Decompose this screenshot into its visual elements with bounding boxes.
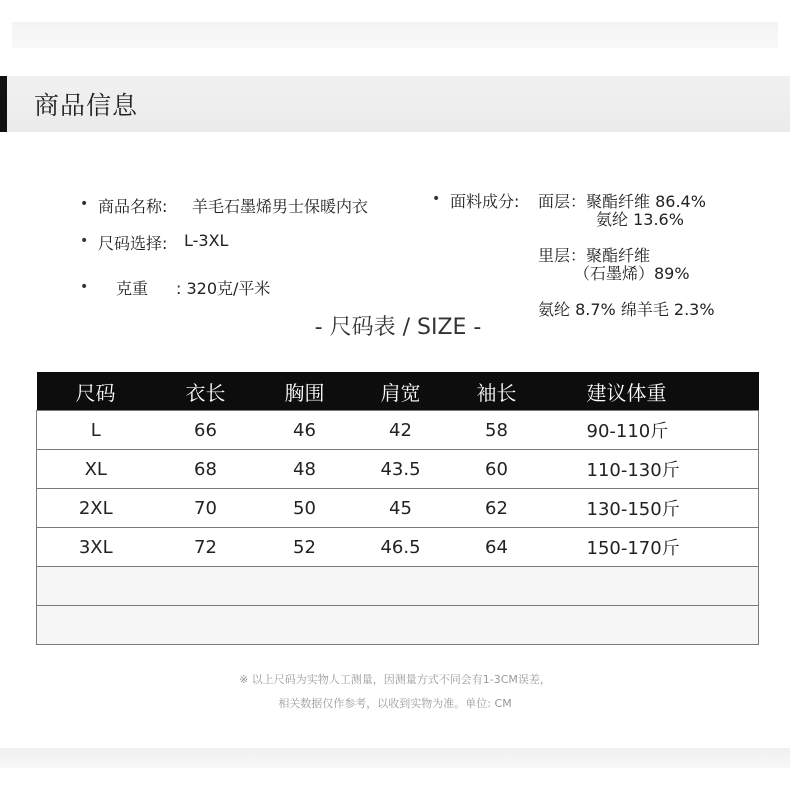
fabric-label: 面料成分: [450,192,520,211]
product-name-value: 羊毛石墨烯男士保暖内衣 [192,197,369,216]
col-header-chest: 胸围 [257,372,353,411]
weight-value: : 320克/平米 [176,279,271,298]
cell-length: 66 [155,411,257,450]
cell-sleeve: 60 [449,450,545,489]
cell-length: 72 [155,528,257,567]
fabric-inner-line3: 氨纶 8.7% 绵羊毛 2.3% [538,300,715,319]
size-select-value: L-3XL [184,231,229,250]
cell-chest: 52 [257,528,353,567]
size-chart-title: - 尺码表 / SIZE - [314,315,482,340]
table-row [37,411,759,450]
col-header-sleeve: 袖长 [449,372,545,411]
cell-size: XL [37,450,155,489]
fabric-inner-line2: （石墨烯）89% [574,264,690,283]
table-row [37,528,759,567]
section-title: 商品信息 [34,91,139,120]
product-name-label: 商品名称: [98,197,168,216]
bullet-dot: • [432,191,441,207]
col-header-shoulder: 肩宽 [353,372,449,411]
col-header-length: 衣长 [155,372,257,411]
cell-weight: 150-170斤 [545,528,759,567]
cell-shoulder: 42 [353,411,449,450]
cell-sleeve: 58 [449,411,545,450]
bullet-dot: • [80,196,89,212]
col-header-weight: 建议体重 [545,372,759,411]
bullet-dot: • [80,233,89,249]
cell-weight: 110-130斤 [545,450,759,489]
cell-size: L [37,411,155,450]
cell-sleeve: 64 [449,528,545,567]
size-chart-table [36,372,759,645]
top-decor-band [12,22,778,48]
cell-length: 70 [155,489,257,528]
cell-weight: 130-150斤 [545,489,759,528]
fabric-outer-line2: 氨纶 13.6% [596,210,684,229]
section-header-accent-bar [0,76,7,132]
fabric-outer-line1: 面层：聚酯纤维 86.4% [538,192,706,211]
bottom-decor-band [0,748,790,768]
measurement-note-line2: 相关数据仅作参考，以收到实物为准。单位: CM [278,697,512,710]
cell-sleeve: 62 [449,489,545,528]
cell-shoulder: 46.5 [353,528,449,567]
size-chart-header-row [37,372,759,411]
cell-length: 68 [155,450,257,489]
cell-chest: 46 [257,411,353,450]
cell-shoulder: 45 [353,489,449,528]
table-row-empty [37,606,759,645]
table-row [37,450,759,489]
cell-chest: 50 [257,489,353,528]
table-row [37,489,759,528]
col-header-size: 尺码 [37,372,155,411]
cell-size: 2XL [37,489,155,528]
measurement-note-line1: ※ 以上尺码为实物人工测量，因测量方式不同会有1-3CM误差， [239,673,551,686]
bullet-dot: • [80,279,89,295]
cell-chest: 48 [257,450,353,489]
table-row-empty [37,567,759,606]
cell-shoulder: 43.5 [353,450,449,489]
cell-size: 3XL [37,528,155,567]
weight-label: 克重 [116,279,149,298]
fabric-inner-line1: 里层：聚酯纤维 [538,246,651,265]
cell-weight: 90-110斤 [545,411,759,450]
size-select-label: 尺码选择: [98,234,168,253]
